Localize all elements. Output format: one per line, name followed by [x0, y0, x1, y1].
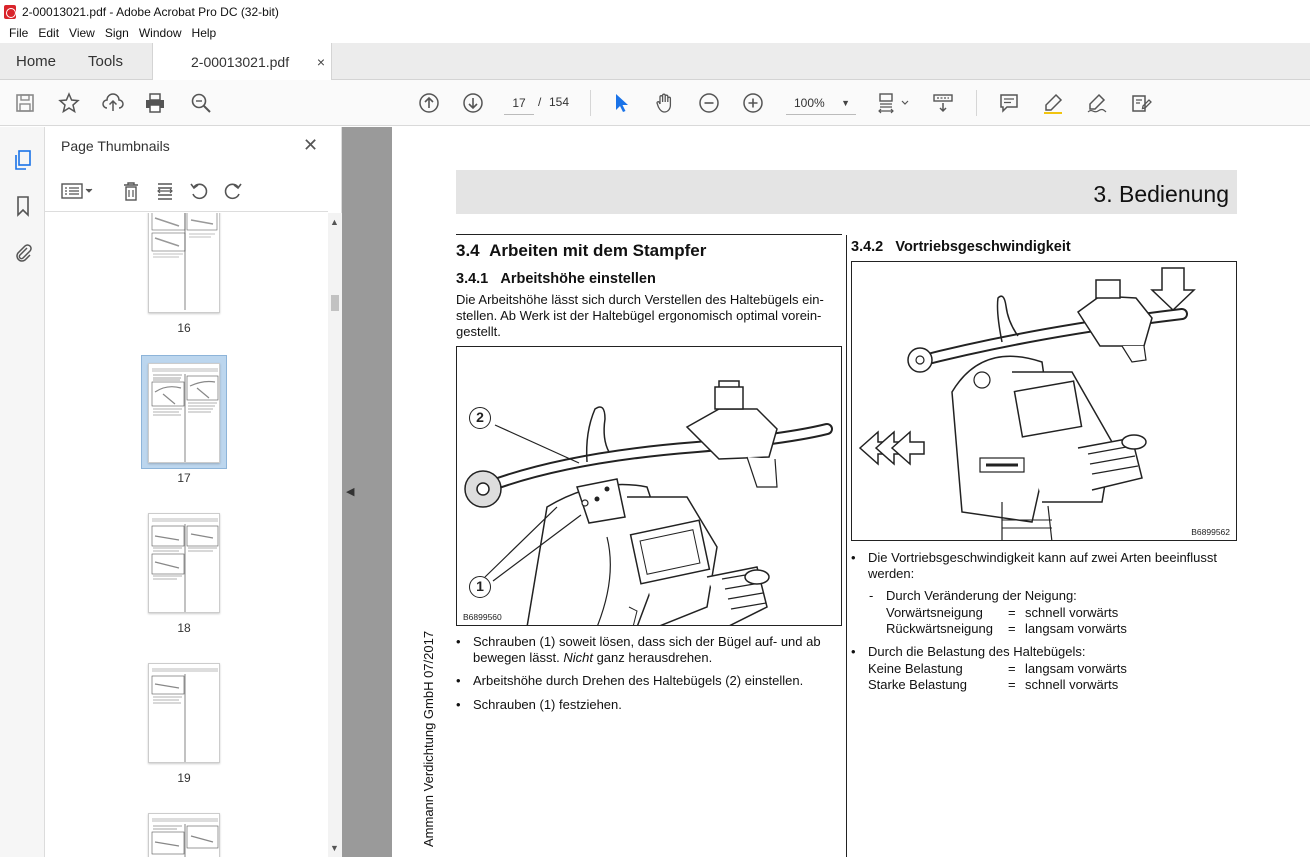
machine-handle-illustration [457, 347, 842, 626]
menu-window[interactable]: Window [138, 26, 182, 40]
close-tab-icon[interactable]: × [316, 54, 325, 70]
zoom-in-icon[interactable] [740, 90, 766, 116]
rotate-counterclockwise-icon[interactable] [187, 180, 211, 202]
thumbnail-page-label: 17 [177, 471, 191, 485]
bookmark-icon[interactable] [10, 193, 36, 219]
menu-sign[interactable]: Sign [104, 26, 129, 40]
tab-bar [0, 43, 1310, 80]
instruction-bullet-2: • Arbeitshöhe durch Drehen des Haltebügels (2) einstellen. [456, 673, 804, 688]
belastung-row-none: Keine Belastung = langsam vorwärts [868, 661, 1127, 676]
neigung-row-forward: Vorwärtsneigung = schnell vorwärts [886, 605, 1119, 620]
zoom-out-icon[interactable] [696, 90, 722, 116]
speed-bullet-1: • Die Vortriebsgeschwindigkeit kann auf zwei Arten beeinflusst werden: [851, 550, 1218, 581]
intro-paragraph: Die Arbeitshöhe lässt sich durch Verstellen des Haltebügels ein- stellen. Ab Werk ist der Haltebügel ergonomisch optimal vorein- gestellt. [456, 292, 824, 339]
zoom-level-value: 100% [794, 96, 825, 110]
comment-icon[interactable] [996, 90, 1022, 116]
page-thumbnails-panel [45, 127, 342, 857]
column-divider [846, 235, 847, 857]
neigung-row-backward: Rückwärtsneigung = langsam vorwärts [886, 621, 1127, 636]
acrobat-app-icon [4, 5, 16, 19]
dash-item-neigung: - Durch Veränderung der Neigung: [869, 588, 1077, 603]
tab-home[interactable]: Home [16, 53, 57, 70]
delete-trash-icon[interactable] [119, 180, 143, 202]
page-thumbnails-icon[interactable] [10, 147, 36, 173]
instruction-bullet-3: • Schrauben (1) festziehen. [456, 697, 622, 712]
subsection-heading-1: 3.4.1 Arbeitshöhe einstellen [456, 271, 656, 287]
thumbnail-image [148, 213, 220, 313]
page-fit-icon[interactable] [874, 90, 914, 116]
chapter-title: 3. Bedienung [1093, 181, 1229, 207]
thumbnail-image [148, 663, 220, 763]
belastung-row-strong: Starke Belastung = schnell vorwärts [868, 677, 1119, 692]
close-panel-icon[interactable]: ✕ [303, 135, 319, 155]
collapse-panel-icon[interactable]: ◀ [346, 486, 355, 498]
select-arrow-icon[interactable] [608, 90, 634, 116]
thumbnail-page-16[interactable] [141, 213, 227, 343]
figure-code: B6899560 [463, 612, 502, 622]
figure-travel-speed [851, 261, 1237, 541]
menu-file[interactable]: File [9, 26, 29, 40]
chapter-header [456, 170, 1237, 214]
scroll-up-icon[interactable]: ▲ [330, 217, 339, 227]
title-bar [0, 0, 1310, 23]
thumbnail-page-20[interactable] [141, 809, 227, 857]
thumbnail-page-label: 16 [177, 321, 191, 335]
attachment-paperclip-icon[interactable] [10, 239, 36, 265]
subsection-heading-2: 3.4.2 Vortriebsgeschwindigkeit [851, 239, 1071, 255]
upload-cloud-icon[interactable] [100, 90, 126, 116]
tab-tools[interactable]: Tools [88, 53, 124, 70]
toolbar-divider [590, 90, 591, 116]
instruction-bullet-1: • Schrauben (1) soweit lösen, dass sich der Bügel auf- und ab bewegen lässt. Nicht ganz herausdrehen. [456, 634, 821, 665]
callout-2: 2 [469, 407, 491, 429]
scroll-mode-icon[interactable] [930, 90, 956, 116]
scrollbar-thumb[interactable] [331, 295, 339, 311]
figure-code: B6899562 [1191, 527, 1230, 537]
next-page-icon[interactable] [460, 90, 486, 116]
fill-sign-icon[interactable] [1128, 90, 1154, 116]
document-viewport[interactable] [342, 127, 1310, 857]
total-pages: 154 [549, 95, 570, 109]
highlight-pen-icon[interactable] [1040, 90, 1066, 116]
chevron-down-icon: ▼ [841, 98, 850, 108]
previous-page-icon[interactable] [416, 90, 442, 116]
menu-help[interactable]: Help [191, 26, 217, 40]
scroll-down-icon[interactable]: ▼ [330, 843, 339, 853]
rotate-clockwise-icon[interactable] [221, 180, 245, 202]
thumbnail-toolbar [45, 172, 328, 212]
save-icon[interactable] [12, 90, 38, 116]
figure-height-adjustment [456, 346, 842, 626]
thumbnail-page-17[interactable] [141, 359, 227, 489]
thumbnail-image [148, 513, 220, 613]
zoom-level-select[interactable] [786, 91, 856, 115]
window-title: 2-00013021.pdf - Adobe Acrobat Pro DC (32-bit) [22, 4, 279, 19]
current-page-input[interactable]: 17 [504, 91, 534, 115]
thumbnail-page-19[interactable] [141, 659, 227, 789]
callout-1: 1 [469, 576, 491, 598]
speed-bullet-2: • Durch die Belastung des Haltebügels: [851, 644, 1086, 659]
insert-page-icon[interactable] [153, 180, 177, 202]
print-icon[interactable] [142, 90, 168, 116]
thumbnail-image [148, 813, 220, 857]
find-zoom-icon[interactable] [188, 90, 214, 116]
machine-direction-illustration [852, 262, 1237, 541]
panel-title: Page Thumbnails [61, 138, 170, 154]
draw-sign-icon[interactable] [1084, 90, 1110, 116]
bookmark-star-icon[interactable] [56, 90, 82, 116]
hand-tool-icon[interactable] [652, 90, 678, 116]
rotated-footer-text: Ammann Verdichtung GmbH 07/2017 [421, 630, 436, 847]
thumbnail-image [148, 363, 220, 463]
thumbnail-page-label: 18 [177, 621, 191, 635]
column-top-rule [456, 234, 842, 235]
page-separator: / [538, 95, 542, 109]
main-toolbar [0, 80, 1310, 126]
thumbnail-scrollbar[interactable] [328, 213, 342, 857]
tab-document[interactable] [152, 43, 332, 81]
menu-edit[interactable]: Edit [38, 26, 60, 40]
thumbnail-list [45, 213, 328, 857]
toolbar-divider [976, 90, 977, 116]
left-navigation-rail [0, 127, 45, 857]
pdf-page [392, 127, 1310, 857]
section-heading: 3.4 Arbeiten mit dem Stampfer [456, 241, 707, 260]
thumbnail-page-label: 19 [177, 771, 191, 785]
thumbnail-page-18[interactable] [141, 509, 227, 639]
menu-view[interactable]: View [69, 26, 95, 40]
thumbnail-options-icon[interactable] [59, 180, 95, 202]
menu-bar [0, 23, 1310, 43]
tab-document-label: 2-00013021.pdf [191, 54, 290, 70]
